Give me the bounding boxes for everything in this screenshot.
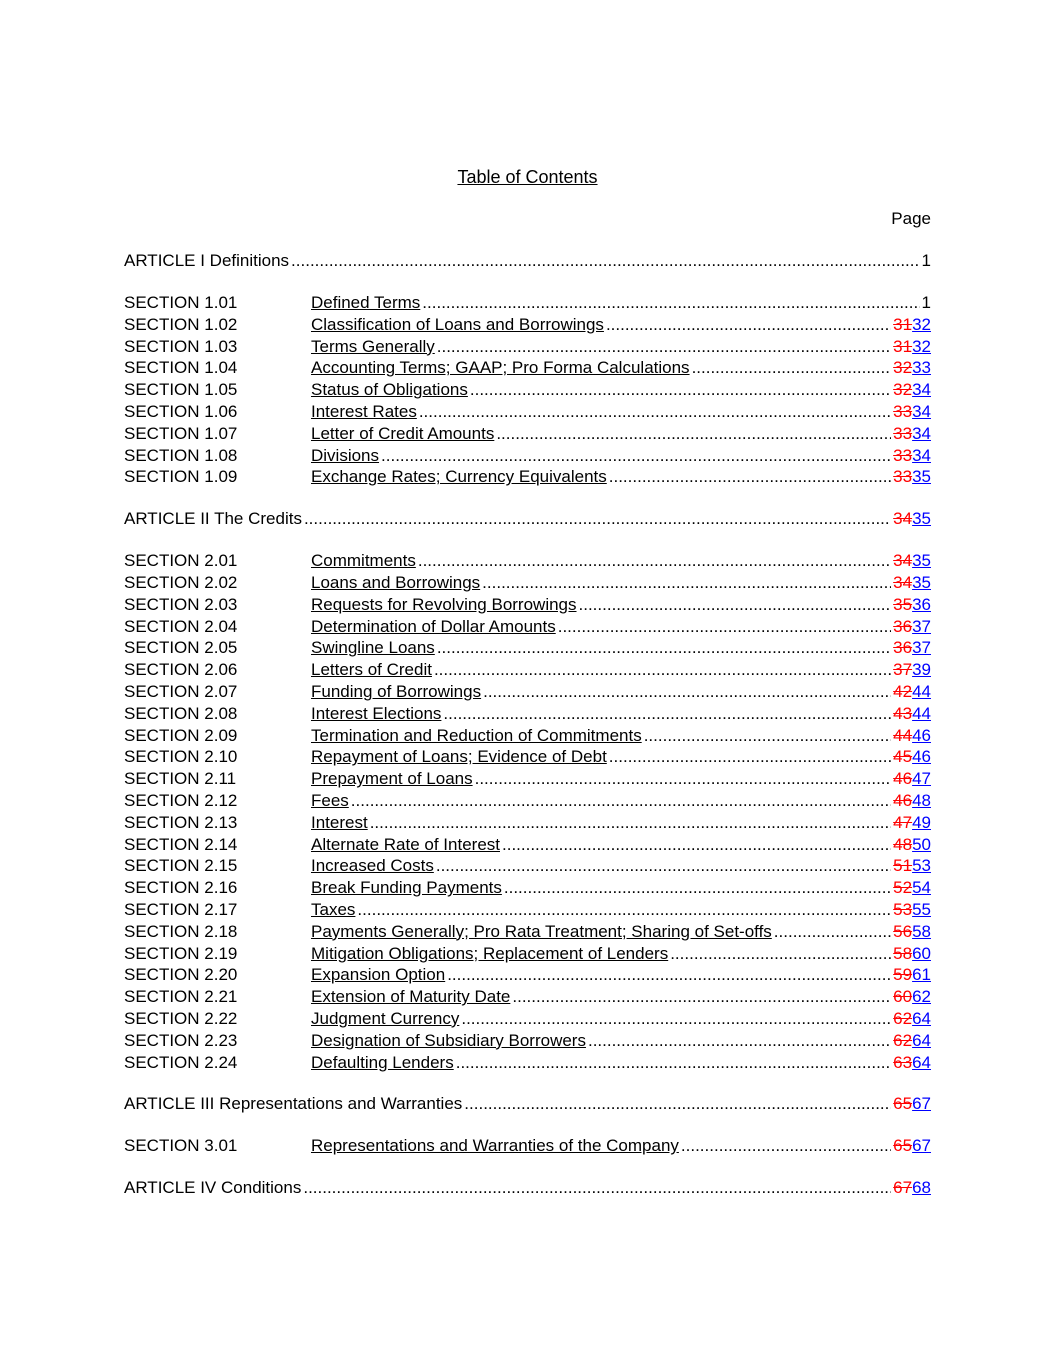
- section-number: SECTION 1.02: [124, 314, 238, 334]
- section-title-link[interactable]: Swingline Loans: [311, 638, 435, 658]
- deleted-page-number: 33: [893, 467, 913, 487]
- dot-leader: [357, 899, 891, 921]
- page-number: [893, 336, 931, 358]
- section-title-link[interactable]: Exchange Rates; Currency Equivalents: [311, 467, 607, 487]
- deleted-page-number: 36: [893, 638, 913, 658]
- toc-section-row: [124, 986, 931, 1008]
- deleted-page-number: 34: [893, 551, 913, 571]
- page-number: [893, 659, 931, 681]
- toc-body: [124, 250, 931, 1199]
- deleted-page-number: 52: [893, 878, 913, 898]
- section-title-link[interactable]: Representations and Warranties of the Company: [311, 1136, 679, 1156]
- inserted-page-link[interactable]: 55: [912, 899, 931, 919]
- inserted-page-link[interactable]: 32: [912, 314, 931, 334]
- deleted-page-number: 33: [893, 423, 913, 443]
- dot-leader: [681, 1135, 891, 1157]
- dot-leader: [692, 357, 892, 379]
- section-title-link[interactable]: Funding of Borrowings: [311, 681, 482, 701]
- page-number: [893, 379, 931, 401]
- section-title-link[interactable]: Fees: [311, 790, 349, 810]
- inserted-page-link[interactable]: 61: [912, 965, 931, 985]
- page-number: [893, 1008, 931, 1030]
- inserted-page-link[interactable]: 68: [912, 1178, 931, 1198]
- inserted-page-link[interactable]: 53: [912, 856, 931, 876]
- toc-section-row: [124, 1052, 931, 1074]
- toc-section-row: [124, 616, 931, 638]
- inserted-page-link[interactable]: 54: [912, 878, 931, 898]
- page-number: [893, 768, 931, 790]
- page-number: [893, 466, 931, 488]
- section-title-link[interactable]: Commitments: [311, 551, 416, 571]
- dot-leader: [461, 1008, 891, 1030]
- deleted-page-number: 32: [893, 380, 913, 400]
- dot-leader: [418, 550, 891, 572]
- page-number: [893, 834, 931, 856]
- page-number: [893, 401, 931, 423]
- page-number: [893, 812, 931, 834]
- section-title-link[interactable]: Loans and Borrowings: [311, 572, 481, 592]
- inserted-page-link[interactable]: 33: [912, 358, 931, 378]
- inserted-page-link[interactable]: 46: [912, 725, 931, 745]
- deleted-page-number: 53: [893, 899, 913, 919]
- toc-article-row: [124, 250, 931, 272]
- dot-leader: [579, 594, 892, 616]
- section-title-link[interactable]: Defined Terms: [311, 293, 421, 312]
- toc-section-row: [124, 314, 931, 336]
- section-title-link[interactable]: Judgment Currency: [311, 1008, 460, 1028]
- article-heading[interactable]: [124, 1177, 301, 1199]
- page-number: [893, 790, 931, 812]
- page-number: [893, 508, 931, 530]
- article-heading[interactable]: [124, 508, 302, 530]
- toc-section-row: [124, 401, 931, 423]
- section-title-link[interactable]: Payments Generally; Pro Rata Treatment; Sharing of Set-offs: [311, 921, 772, 941]
- inserted-page-link[interactable]: 67: [912, 1094, 931, 1114]
- inserted-page-link[interactable]: 35: [912, 509, 931, 529]
- toc-section-row: [124, 550, 931, 572]
- page-number: [893, 550, 931, 572]
- section-number: SECTION 2.07: [124, 681, 238, 701]
- dot-leader: [291, 250, 919, 272]
- article-title: Definitions: [209, 251, 290, 270]
- section-number: SECTION 1.07: [124, 423, 238, 443]
- page-number: [893, 594, 931, 616]
- section-number: SECTION 2.17: [124, 899, 238, 919]
- deleted-page-number: 33: [893, 401, 913, 421]
- section-number: SECTION 2.14: [124, 834, 238, 854]
- dot-leader: [381, 445, 891, 467]
- toc-section-row: [124, 659, 931, 681]
- inserted-page-link[interactable]: 64: [912, 1030, 931, 1050]
- section-title-link[interactable]: Interest Elections: [311, 703, 442, 723]
- page-number: [893, 921, 931, 943]
- inserted-page-link[interactable]: 39: [912, 660, 931, 680]
- inserted-page-link[interactable]: 35: [912, 572, 931, 592]
- toc-section-row: [124, 466, 931, 488]
- page-number: [893, 1052, 931, 1074]
- toc-section-row: [124, 768, 931, 790]
- dot-leader: [670, 943, 891, 965]
- section-title-link[interactable]: Interest: [311, 812, 368, 832]
- deleted-page-number: 67: [893, 1178, 913, 1198]
- section-number: SECTION 1.03: [124, 336, 238, 356]
- dot-leader: [456, 1052, 891, 1074]
- toc-section-row: [124, 812, 931, 834]
- inserted-page-link[interactable]: 36: [912, 594, 931, 614]
- inserted-page-link[interactable]: 35: [912, 467, 931, 487]
- deleted-page-number: 46: [893, 769, 913, 789]
- toc-section-row: [124, 379, 931, 401]
- deleted-page-number: 31: [893, 314, 913, 334]
- deleted-page-number: 34: [893, 509, 913, 529]
- section-number: SECTION 1.06: [124, 401, 238, 421]
- section-title-link[interactable]: Termination and Reduction of Commitments: [311, 725, 642, 745]
- inserted-page-link[interactable]: 58: [912, 921, 931, 941]
- deleted-page-number: 47: [893, 812, 913, 832]
- section-number: SECTION 1.09: [124, 467, 238, 487]
- dot-leader: [470, 379, 891, 401]
- inserted-page-link[interactable]: 50: [912, 834, 931, 854]
- dot-leader: [436, 855, 891, 877]
- deleted-page-number: 63: [893, 1052, 913, 1072]
- dot-leader: [482, 572, 891, 594]
- page-number: [893, 746, 931, 768]
- toc-section-row: [124, 964, 931, 986]
- page-number: [893, 637, 931, 659]
- inserted-page-link[interactable]: 32: [912, 336, 931, 356]
- toc-section-row: [124, 681, 931, 703]
- section-title-link[interactable]: Repayment of Loans; Evidence of Debt: [311, 747, 607, 767]
- dot-leader: [370, 812, 891, 834]
- dot-leader: [504, 877, 891, 899]
- toc-section-row: [124, 703, 931, 725]
- article-heading[interactable]: [124, 250, 289, 272]
- deleted-page-number: 62: [893, 1030, 913, 1050]
- toc-title: Table of Contents: [457, 167, 598, 187]
- inserted-page-link[interactable]: 64: [912, 1008, 931, 1028]
- page-number: [893, 899, 931, 921]
- toc-section-row: [124, 855, 931, 877]
- toc-section-row: [124, 943, 931, 965]
- toc-section-row: [124, 292, 931, 314]
- table-of-contents: [124, 166, 931, 1199]
- page-number: [893, 703, 931, 725]
- section-number: SECTION 2.19: [124, 943, 238, 963]
- page-number: [922, 250, 931, 272]
- section-title-link[interactable]: Determination of Dollar Amounts: [311, 616, 556, 636]
- deleted-page-number: 37: [893, 660, 913, 680]
- deleted-page-number: 36: [893, 616, 913, 636]
- page-number-value: 1: [921, 251, 931, 270]
- section-number: SECTION 2.08: [124, 703, 238, 723]
- article-title: Conditions: [221, 1178, 302, 1198]
- dot-leader: [419, 401, 891, 423]
- page-column-header: Page: [891, 209, 931, 228]
- dot-leader: [774, 921, 891, 943]
- inserted-page-link[interactable]: 44: [912, 681, 931, 701]
- dot-leader: [644, 725, 891, 747]
- toc-section-row: [124, 790, 931, 812]
- dot-leader: [512, 986, 891, 1008]
- dot-leader: [434, 659, 891, 681]
- section-number: SECTION 2.11: [124, 769, 237, 789]
- deleted-page-number: 58: [893, 943, 913, 963]
- section-title-link[interactable]: Interest Rates: [311, 401, 417, 421]
- inserted-page-link[interactable]: 49: [912, 812, 931, 832]
- page-number: [893, 1135, 931, 1157]
- page-number: [893, 423, 931, 445]
- section-number: SECTION 2.06: [124, 660, 238, 680]
- deleted-page-number: 59: [893, 965, 913, 985]
- section-title-link[interactable]: Mitigation Obligations; Replacement of Lenders: [311, 943, 669, 963]
- section-number: SECTION 2.23: [124, 1030, 238, 1050]
- section-title-link[interactable]: Designation of Subsidiary Borrowers: [311, 1030, 586, 1050]
- section-number: SECTION 1.05: [124, 380, 238, 400]
- deleted-page-number: 31: [893, 336, 913, 356]
- dot-leader: [496, 423, 891, 445]
- deleted-page-number: 45: [893, 747, 913, 767]
- section-number: SECTION 2.22: [124, 1008, 238, 1028]
- dot-leader: [447, 964, 891, 986]
- section-number: SECTION 2.16: [124, 878, 238, 898]
- section-number: SECTION 2.02: [124, 572, 238, 592]
- section-title-link[interactable]: Prepayment of Loans: [311, 769, 473, 789]
- deleted-page-number: 56: [893, 921, 913, 941]
- inserted-page-link[interactable]: 34: [912, 401, 931, 421]
- dot-leader: [606, 314, 891, 336]
- dot-leader: [304, 508, 891, 530]
- section-number: SECTION 2.15: [124, 856, 238, 876]
- deleted-page-number: 48: [893, 834, 913, 854]
- section-title-link[interactable]: Status of Obligations: [311, 380, 468, 400]
- page-number-value: 1: [921, 293, 931, 312]
- section-number: SECTION 2.05: [124, 638, 238, 658]
- inserted-page-link[interactable]: 47: [912, 769, 931, 789]
- toc-section-row: [124, 1135, 931, 1157]
- deleted-page-number: 65: [893, 1136, 913, 1156]
- section-number: SECTION 2.24: [124, 1052, 238, 1072]
- page-number: [922, 292, 931, 314]
- toc-section-row: [124, 357, 931, 379]
- section-title-link[interactable]: Letter of Credit Amounts: [311, 423, 495, 443]
- dot-leader: [609, 746, 891, 768]
- section-number: SECTION 3.01: [124, 1136, 238, 1156]
- page-number: [893, 964, 931, 986]
- section-title-link[interactable]: Terms Generally: [311, 336, 435, 356]
- section-title-link[interactable]: Break Funding Payments: [311, 878, 502, 898]
- dot-leader: [422, 292, 919, 314]
- toc-section-row: [124, 572, 931, 594]
- dot-leader: [443, 703, 891, 725]
- deleted-page-number: 43: [893, 703, 913, 723]
- toc-section-row: [124, 1030, 931, 1052]
- deleted-page-number: 51: [893, 856, 913, 876]
- section-number: SECTION 2.09: [124, 725, 238, 745]
- article-title: Representations and Warranties: [219, 1094, 463, 1114]
- dot-leader: [437, 336, 891, 358]
- section-number: SECTION 2.10: [124, 747, 238, 767]
- inserted-page-link[interactable]: 62: [912, 987, 931, 1007]
- toc-section-row: [124, 834, 931, 856]
- article-number: ARTICLE III: [124, 1094, 215, 1114]
- inserted-page-link[interactable]: 64: [912, 1052, 931, 1072]
- section-title-link[interactable]: Defaulting Lenders: [311, 1052, 454, 1072]
- inserted-page-link[interactable]: 34: [912, 423, 931, 443]
- section-number: SECTION 2.21: [124, 987, 238, 1007]
- section-number: SECTION 1.08: [124, 445, 238, 465]
- inserted-page-link[interactable]: 35: [912, 551, 931, 571]
- inserted-page-link[interactable]: 60: [912, 943, 931, 963]
- section-number: SECTION 2.01: [124, 551, 238, 571]
- inserted-page-link[interactable]: 44: [912, 703, 931, 723]
- section-number: SECTION 2.03: [124, 594, 238, 614]
- deleted-page-number: 65: [893, 1094, 913, 1114]
- section-title-link[interactable]: Requests for Revolving Borrowings: [311, 594, 577, 614]
- dot-leader: [475, 768, 892, 790]
- inserted-page-link[interactable]: 37: [912, 616, 931, 636]
- article-title: The Credits: [214, 509, 302, 529]
- section-title-link[interactable]: Expansion Option: [311, 965, 446, 985]
- toc-section-row: [124, 877, 931, 899]
- toc-section-row: [124, 921, 931, 943]
- dot-leader: [351, 790, 891, 812]
- deleted-page-number: 32: [893, 358, 913, 378]
- section-number: SECTION 1.04: [124, 358, 238, 378]
- section-title-link[interactable]: Divisions: [311, 445, 380, 465]
- dot-leader: [303, 1177, 891, 1199]
- page-number: [893, 725, 931, 747]
- section-title-link[interactable]: Accounting Terms; GAAP; Pro Forma Calculations: [311, 358, 690, 378]
- deleted-page-number: 33: [893, 445, 913, 465]
- deleted-page-number: 62: [893, 1008, 913, 1028]
- dot-leader: [437, 637, 891, 659]
- page-number: [893, 572, 931, 594]
- dot-leader: [558, 616, 891, 638]
- toc-article-row: [124, 508, 931, 530]
- section-number: SECTION 1.01: [124, 293, 238, 312]
- section-number: SECTION 2.18: [124, 921, 238, 941]
- toc-section-row: [124, 423, 931, 445]
- article-number: ARTICLE I: [124, 251, 205, 270]
- inserted-page-link[interactable]: 48: [912, 790, 931, 810]
- page-number: [893, 1177, 931, 1199]
- page-number: [893, 616, 931, 638]
- section-number: SECTION 2.20: [124, 965, 238, 985]
- dot-leader: [502, 834, 891, 856]
- section-title-link[interactable]: Alternate Rate of Interest: [311, 834, 500, 854]
- toc-section-row: [124, 899, 931, 921]
- page-number: [893, 1030, 931, 1052]
- inserted-page-link[interactable]: 37: [912, 638, 931, 658]
- section-number: SECTION 2.12: [124, 790, 238, 810]
- toc-section-row: [124, 637, 931, 659]
- toc-section-row: [124, 725, 931, 747]
- inserted-page-link[interactable]: 34: [912, 445, 931, 465]
- article-number: ARTICLE II: [124, 509, 210, 529]
- section-title-link[interactable]: Taxes: [311, 899, 356, 919]
- toc-section-row: [124, 1008, 931, 1030]
- toc-section-row: [124, 594, 931, 616]
- toc-section-row: [124, 746, 931, 768]
- dot-leader: [464, 1093, 891, 1115]
- page-number: [893, 357, 931, 379]
- inserted-page-link[interactable]: 67: [912, 1136, 931, 1156]
- section-title-link[interactable]: Extension of Maturity Date: [311, 987, 511, 1007]
- section-number: SECTION 2.04: [124, 616, 238, 636]
- page-number: [893, 681, 931, 703]
- page-number: [893, 445, 931, 467]
- toc-article-row: [124, 1093, 931, 1115]
- article-heading[interactable]: [124, 1093, 462, 1115]
- deleted-page-number: 34: [893, 572, 913, 592]
- deleted-page-number: 46: [893, 790, 913, 810]
- article-number: ARTICLE IV: [124, 1178, 217, 1198]
- toc-article-row: [124, 1177, 931, 1199]
- toc-section-row: [124, 336, 931, 358]
- section-title-link[interactable]: Letters of Credit: [311, 660, 432, 680]
- section-number: SECTION 2.13: [124, 812, 238, 832]
- dot-leader: [588, 1030, 891, 1052]
- deleted-page-number: 42: [893, 681, 913, 701]
- page-number: [893, 1093, 931, 1115]
- deleted-page-number: 60: [893, 987, 913, 1007]
- page-number: [893, 877, 931, 899]
- deleted-page-number: 44: [893, 725, 913, 745]
- inserted-page-link[interactable]: 46: [912, 747, 931, 767]
- dot-leader: [609, 466, 891, 488]
- toc-section-row: [124, 445, 931, 467]
- dot-leader: [483, 681, 891, 703]
- page-number: [893, 855, 931, 877]
- page-number: [893, 314, 931, 336]
- page-number: [893, 986, 931, 1008]
- deleted-page-number: 35: [893, 594, 913, 614]
- section-title-link[interactable]: Classification of Loans and Borrowings: [311, 314, 604, 334]
- section-title-link[interactable]: Increased Costs: [311, 856, 434, 876]
- page-number: [893, 943, 931, 965]
- inserted-page-link[interactable]: 34: [912, 380, 931, 400]
